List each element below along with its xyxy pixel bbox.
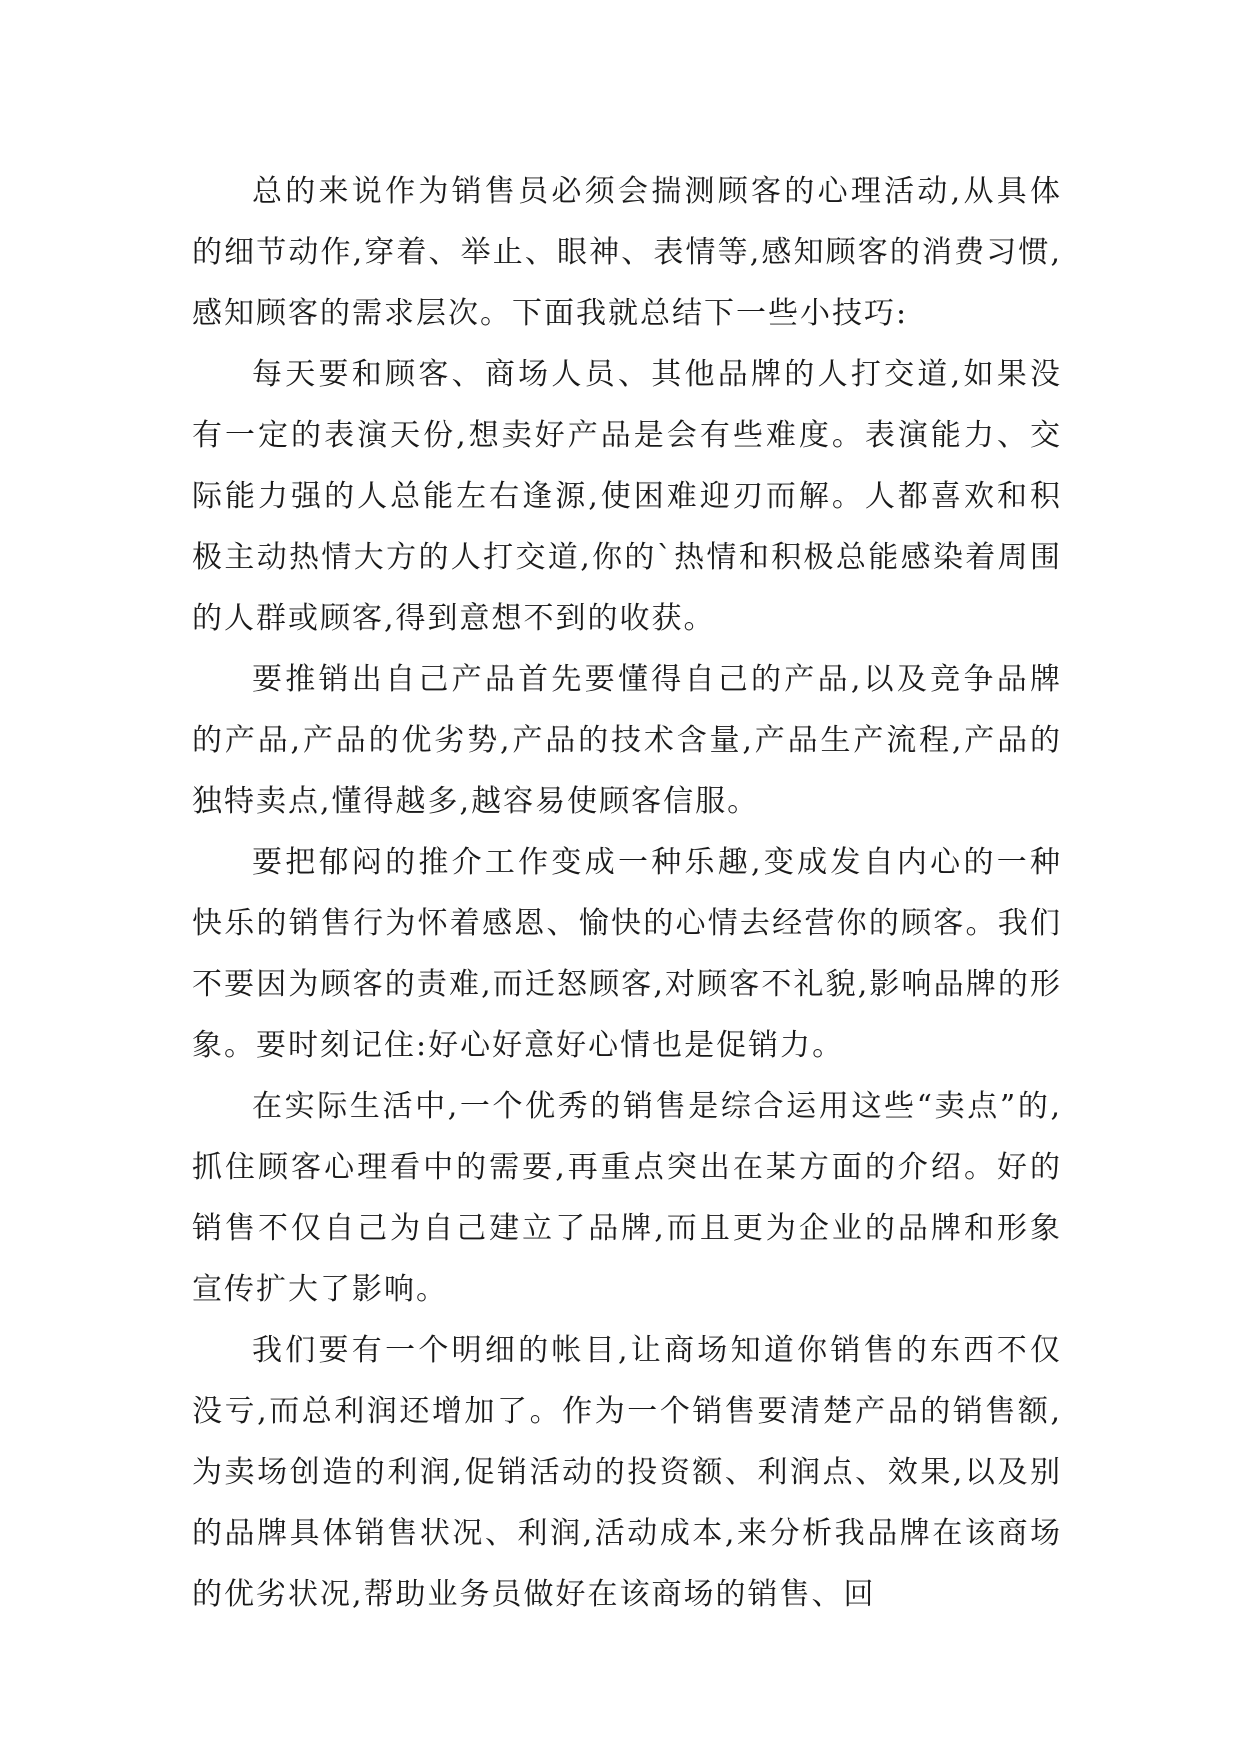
paragraph-3: 要推销出自己产品首先要懂得自己的产品,以及竞争品牌的产品,产品的优劣势,产品的技术含量,产品生产流程,产品的独特卖点,懂得越多,越容易使顾客信服。: [192, 662, 1062, 819]
paragraph-2: 每天要和顾客、商场人员、其他品牌的人打交道,如果没有一定的表演天份,想卖好产品是会有些难度。表演能力、交际能力强的人总能左右逢源,使困难迎刃而解。人都喜欢和积极主动热情大方的人打交道,你的`热情和积极总能感染着周围的人群或顾客,得到意想不到的收获。: [192, 357, 1062, 636]
paragraph-5: 在实际生活中,一个优秀的销售是综合运用这些“卖点”的,抓住顾客心理看中的需要,再重点突出在某方面的介绍。好的销售不仅自己为自己建立了品牌,而且更为企业的品牌和形象宣传扩大了影响。: [192, 1089, 1062, 1307]
paragraph-6: 我们要有一个明细的帐目,让商场知道你销售的东西不仅没亏,而总利润还增加了。作为一个销售要清楚产品的销售额,为卖场创造的利润,促销活动的投资额、利润点、效果,以及别的品牌具体销售状况、利润,活动成本,来分析我品牌在该商场的优劣状况,帮助业务员做好在该商场的销售、回: [192, 1333, 1062, 1612]
paragraph-1: 总的来说作为销售员必须会揣测顾客的心理活动,从具体的细节动作,穿着、举止、眼神、表情等,感知顾客的消费习惯,感知顾客的需求层次。下面我就总结下一些小技巧:: [192, 174, 1062, 331]
document-body: [192, 161, 1062, 1625]
paragraph-4: 要把郁闷的推介工作变成一种乐趣,变成发自内心的一种快乐的销售行为怀着感恩、愉快的心情去经营你的顾客。我们不要因为顾客的责难,而迁怒顾客,对顾客不礼貌,影响品牌的形象。要时刻记住:好心好意好心情也是促销力。: [192, 845, 1062, 1063]
